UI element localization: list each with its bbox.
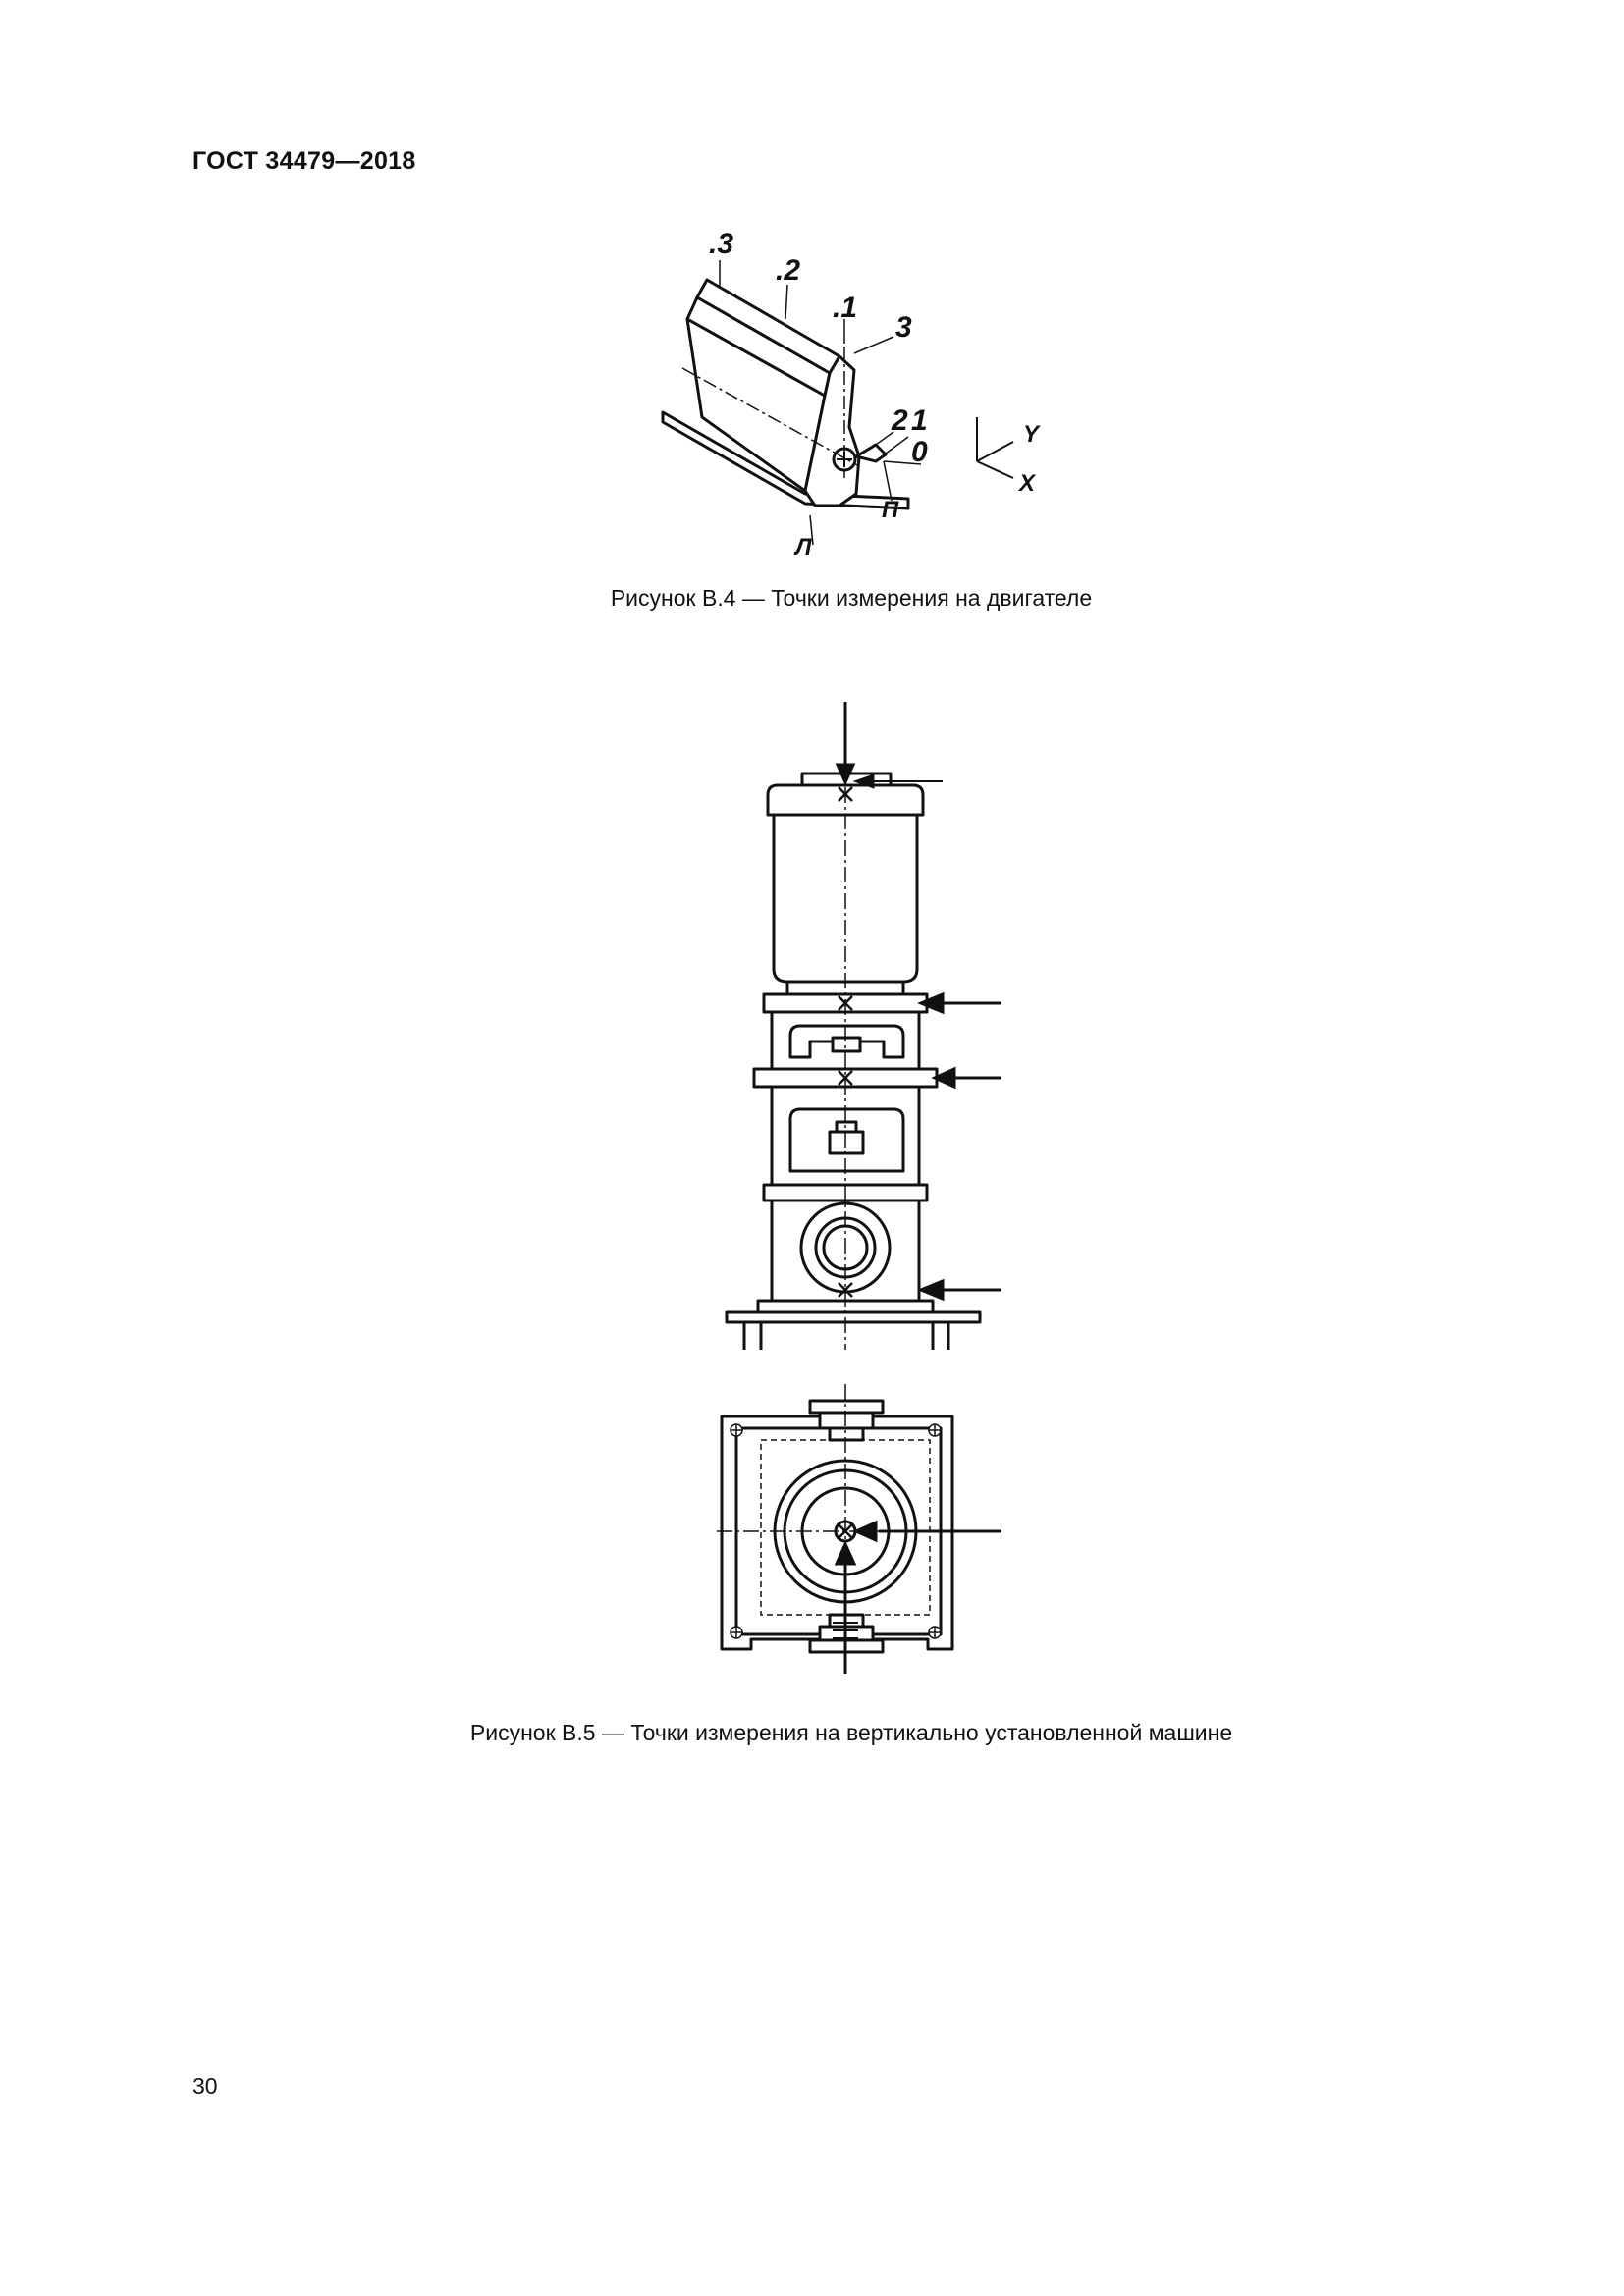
vertical-machine-plan-figure [707, 1379, 1021, 1674]
side-label-right: П [882, 497, 899, 523]
figure-b5-caption: Рисунок В.5 — Точки измерения на вертикально установленной машине [469, 1720, 1233, 1745]
point-label-0: 0 [911, 436, 928, 468]
page-number: 30 [192, 2073, 218, 2099]
point-label-1-front: .1 [833, 292, 858, 324]
point-label-3-rear: .3 [709, 228, 734, 260]
point-label-1: 1 [911, 404, 928, 437]
side-label-left: Л [795, 534, 812, 561]
point-label-2: 2 [892, 404, 908, 437]
vertical-machine-elevation-figure [707, 692, 1021, 1350]
motor-measurement-points-figure [648, 221, 1080, 564]
point-label-3-front: 3 [895, 311, 912, 344]
point-label-2-top: .2 [776, 254, 801, 287]
document-header: ГОСТ 34479—2018 [192, 147, 416, 175]
figure-b4-caption: Рисунок В.4 — Точки измерения на двигателе [610, 585, 1093, 611]
axis-label-x: X [1019, 470, 1036, 497]
axis-label-y: Y [1023, 421, 1040, 448]
